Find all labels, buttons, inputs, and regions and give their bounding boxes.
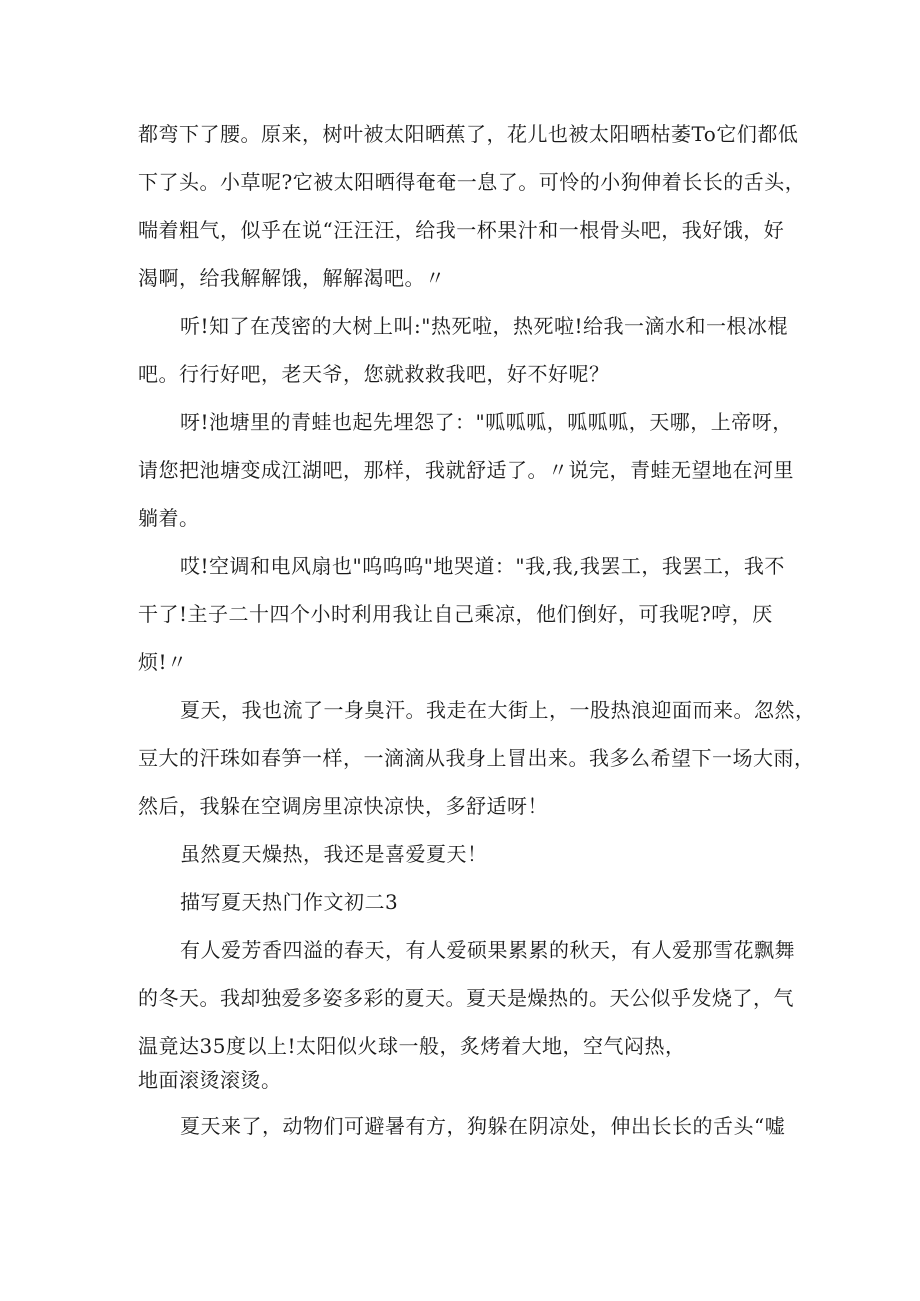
text-line: 下了头。小草呢?它被太阳晒得奄奄一息了。可怜的小狗伸着长长的舌头， [138, 170, 806, 194]
text-line: 听!知了在茂密的大树上叫:"热死啦，热死啦!给我一滴水和一根冰棍 [180, 314, 789, 338]
text-line: 渴啊，给我解解饿，解解渴吧。〃 [138, 266, 446, 290]
text-line: 喘着粗气，似乎在说“汪汪汪，给我一杯果汁和一根骨头吧，我好饿，好 [138, 218, 785, 242]
text-line: 都弯下了腰。原来，树叶被太阳晒蕉了，花儿也被太阳晒枯萎To它们都低 [138, 122, 799, 146]
text-line: 吧。行行好吧，老天爷，您就救救我吧，好不好呢？ [138, 362, 610, 386]
text-line: 夏天来了，动物们可避暑有方，狗躲在阴凉处，伸出长长的舌头“嘘 [180, 1114, 786, 1138]
section-heading: 描写夏天热门作文初二3 [180, 890, 399, 914]
text-line: 呀!池塘里的青蛙也起先埋怨了："呱呱呱，呱呱呱，天哪，上帝呀， [180, 410, 793, 434]
text-line: 虽然夏天燥热，我还是喜爱夏天！ [180, 842, 488, 866]
text-line: 哎!空调和电风扇也"呜呜呜"地哭道："我,我,我罢工，我罢工，我不 [180, 554, 785, 578]
text-line: 温竟达35度以上!太阳似火球一般，炙烤着大地，空气闷热， [138, 1034, 686, 1058]
text-line: 请您把池塘变成江湖吧，那样，我就舒适了。〃说完，青蛙无望地在河里 [138, 458, 794, 482]
text-line: 有人爱芳香四溢的春天，有人爱硕果累累的秋天，有人爱那雪花飘舞 [180, 938, 795, 962]
text-line: 豆大的汗珠如春笋一样，一滴滴从我身上冒出来。我多么希望下一场大雨， [138, 746, 815, 770]
text-line: 夏天，我也流了一身臭汗。我走在大街上，一股热浪迎面而来。忽然， [180, 698, 816, 722]
text-line: 然后，我躲在空调房里凉快凉快，多舒适呀！ [138, 794, 548, 818]
text-line: 地面滚烫滚烫。 [138, 1068, 282, 1092]
text-line: 躺着。 [138, 506, 200, 530]
text-line: 干了!主子二十四个小时利用我让自己乘凉，他们倒好，可我呢?哼，厌 [138, 602, 773, 626]
text-line: 烦!〃 [138, 650, 188, 674]
text-line: 的冬天。我却独爱多姿多彩的夏天。夏天是燥热的。天公似乎发烧了，气 [138, 986, 794, 1010]
